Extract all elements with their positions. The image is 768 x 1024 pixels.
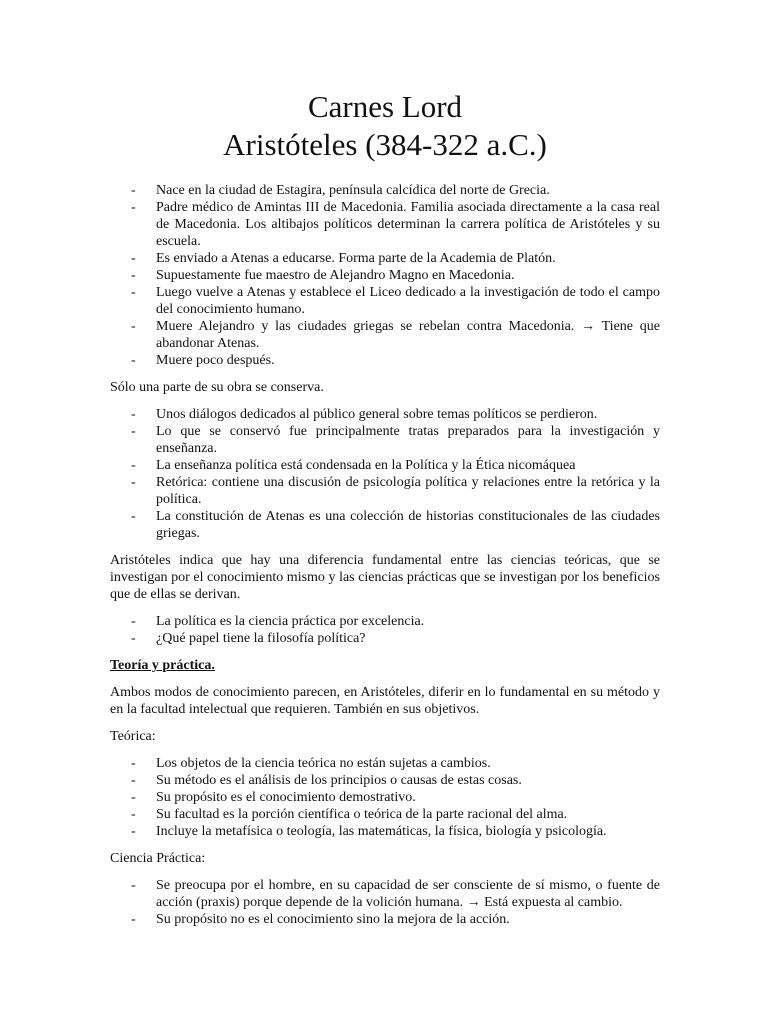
list-item: - Su propósito es el conocimiento demostrativo. <box>110 789 660 806</box>
list-item: - La política es la ciencia práctica por excelencia. <box>110 613 660 630</box>
list-item: - Se preocupa por el hombre, en su capacidad de ser consciente de sí mismo, o fuente de acción (praxis) porque depende de la volición humana. → Está expuesta al cambio. <box>110 877 660 911</box>
list-item: - Incluye la metafísica o teología, las matemáticas, la física, biología y psicología. <box>110 823 660 840</box>
list-item: - Luego vuelve a Atenas y establece el Liceo dedicado a la investigación de todo el campo del conocimiento humano. <box>110 284 660 318</box>
title-author: Carnes Lord <box>307 89 463 124</box>
biography-list <box>110 182 660 369</box>
title-subject: Aristóteles (384-322 a.C.) <box>223 127 547 162</box>
works-list <box>110 406 660 542</box>
list-item: - Supuestamente fue maestro de Alejandro Magno en Macedonia. <box>110 267 660 284</box>
label-teorica: Teórica: <box>110 729 156 744</box>
politics-list <box>110 613 660 647</box>
list-item: - Su método es el análisis de los principios o causas de estas cosas. <box>110 772 660 789</box>
list-item: - Unos diálogos dedicados al público general sobre temas políticos se perdieron. <box>110 406 660 423</box>
list-item: - Muere poco después. <box>110 352 660 369</box>
document-title <box>110 88 660 164</box>
list-item: - La enseñanza política está condensada en la Política y la Ética nicomáquea <box>110 457 660 474</box>
list-item: - Lo que se conservó fue principalmente tratas preparados para la investigación y enseñanza. <box>110 423 660 457</box>
section-heading: Teoría y práctica. <box>110 658 215 673</box>
paragraph-modos: Ambos modos de conocimiento parecen, en Aristóteles, diferir en lo fundamental en su método y en la facultad intelectual que requieren. También en sus objetivos. <box>110 685 660 717</box>
list-item: - Es enviado a Atenas a educarse. Forma parte de la Academia de Platón. <box>110 250 660 267</box>
paragraph-ciencias: Aristóteles indica que hay una diferencia fundamental entre las ciencias teóricas, que se investigan por el conocimiento mismo y las ciencias prácticas que se investigan por los beneficios que de ellas se derivan. <box>110 553 660 602</box>
list-item: - La constitución de Atenas es una colección de historias constitucionales de las ciudades griegas. <box>110 508 660 542</box>
list-item: - Su facultad es la porción científica o teórica de la parte racional del alma. <box>110 806 660 823</box>
practical-list <box>110 877 660 928</box>
list-item: - Retórica: contiene una discusión de psicología política y relaciones entre la retórica y la política. <box>110 474 660 508</box>
list-item: - ¿Qué papel tiene la filosofía política? <box>110 630 660 647</box>
theoretical-list <box>110 755 660 840</box>
label-practica: Ciencia Práctica: <box>110 851 206 866</box>
paragraph-obra: Sólo una parte de su obra se conserva. <box>110 380 324 395</box>
list-item: - Su propósito no es el conocimiento sino la mejora de la acción. <box>110 911 660 928</box>
list-item: - Muere Alejandro y las ciudades griegas se rebelan contra Macedonia. → Tiene que abandonar Atenas. <box>110 318 660 352</box>
list-item: - Los objetos de la ciencia teórica no están sujetas a cambios. <box>110 755 660 772</box>
list-item: - Nace en la ciudad de Estagira, península calcídica del norte de Grecia. <box>110 182 660 199</box>
list-item: - Padre médico de Amintas III de Macedonia. Familia asociada directamente a la casa real de Macedonia. Los altibajos políticos determinan la carrera política de Aristóteles y su escuela. <box>110 199 660 250</box>
